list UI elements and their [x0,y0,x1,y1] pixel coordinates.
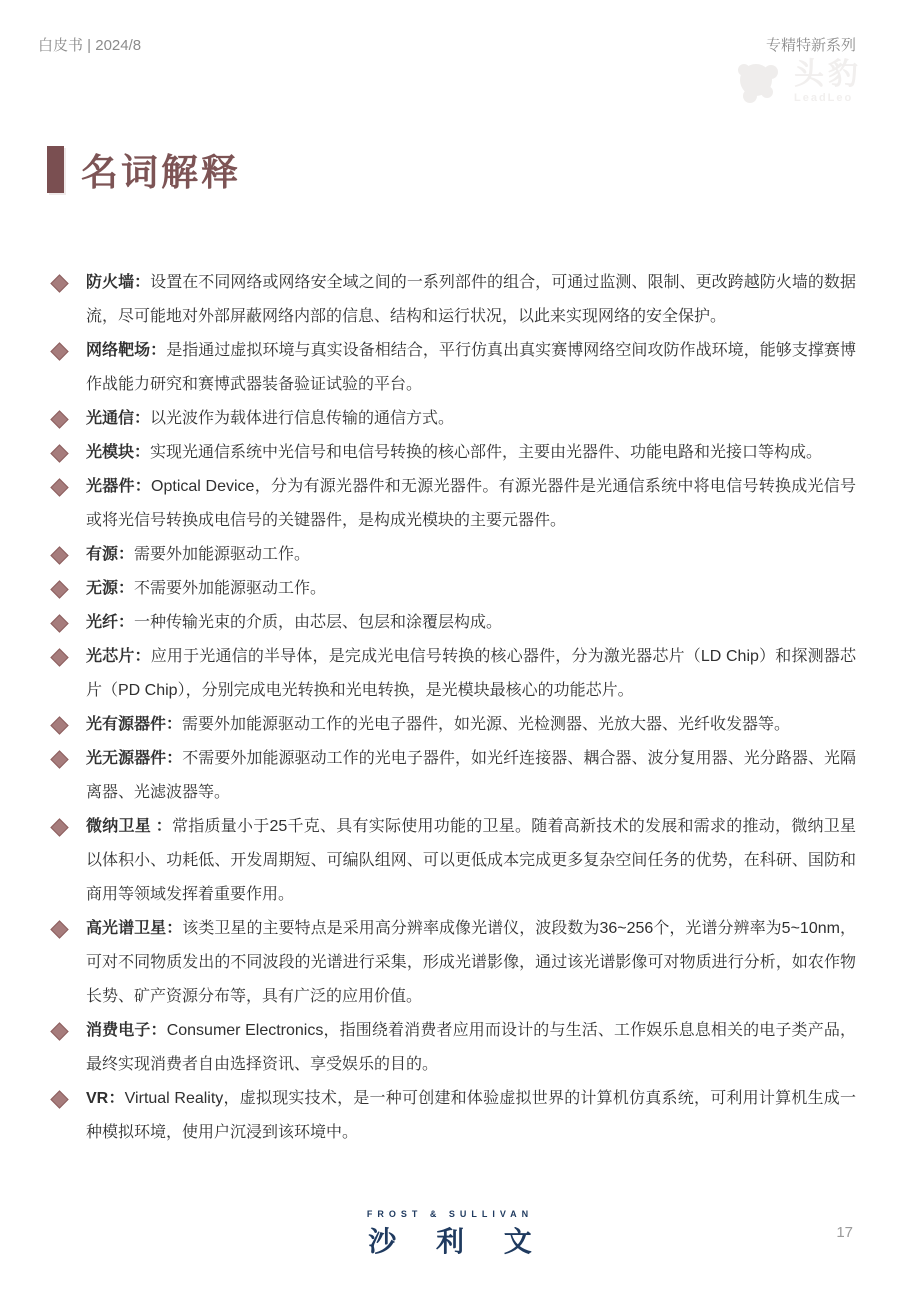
diamond-bullet-icon [50,1090,68,1108]
diamond-bullet-icon [50,342,68,360]
glossary-term: 光无源器件： [86,750,183,767]
glossary-definition: Virtual Reality，虚拟现实技术，是一种可创建和体验虚拟世界的计算机仿真系统，可利用计算机生成一种模拟环境，使用户沉浸到该环境中。 [86,1090,856,1141]
glossary-term: 消费电子： [86,1022,167,1039]
glossary-term: 光纤： [86,614,135,631]
diamond-bullet-icon [50,648,68,666]
watermark-subtitle: LeadLeo [794,92,854,104]
diamond-bullet-icon [50,580,68,598]
frost-sullivan-logo [0,1209,900,1260]
glossary-definition: 以光波作为载体进行信息传输的通信方式。 [150,410,455,427]
glossary-item-cyber-range [86,334,856,402]
page-header [38,34,856,55]
glossary-item-optical-device [86,470,856,538]
glossary-term: 无源： [86,580,135,597]
glossary-definition: 实现光通信系统中光信号和电信号转换的核心部件，主要由光器件、功能电路和光接口等构成。 [150,444,823,461]
glossary-item-optical-chip [86,640,856,708]
leopard-logo-icon [734,56,786,108]
glossary-term: 光模块： [86,444,151,461]
diamond-bullet-icon [50,444,68,462]
diamond-bullet-icon [50,1022,68,1040]
glossary-item-active-optical-components [86,708,856,742]
glossary-item-active [86,538,856,572]
title-accent-bar [47,146,64,193]
watermark-title: 头豹 [794,58,862,91]
glossary-definition: 是指通过虚拟环境与真实设备相结合，平行仿真出真实赛博网络空间攻防作战环境，能够支撑赛博作战能力研究和赛博武器装备验证试验的平台。 [86,342,856,393]
glossary-term: 防火墙： [86,274,151,291]
diamond-bullet-icon [50,818,68,836]
glossary-item-hyperspectral-satellite [86,912,856,1014]
glossary-term: VR： [86,1090,125,1107]
page-title: 名词解释 [81,152,241,193]
glossary-term: 光通信： [86,410,151,427]
glossary-item-optical-communication [86,402,856,436]
diamond-bullet-icon [50,478,68,496]
frost-sullivan-wordmark: FROST & SULLIVAN [366,1209,534,1219]
glossary-definition: 一种传输光束的介质，由芯层、包层和涂覆层构成。 [134,614,503,631]
glossary-definition: Consumer Electronics，指围绕着消费者应用而设计的与生活、工作娱乐息息相关的电子类产品，最终实现消费者自由选择资讯、享受娱乐的目的。 [86,1022,856,1073]
glossary-item-optical-fiber [86,606,856,640]
glossary-item-micro-nano-satellite [86,810,856,912]
diamond-bullet-icon [50,546,68,564]
glossary-item-passive-optical-components [86,742,856,810]
glossary-definition: 设置在不同网络或网络安全域之间的一系列部件的组合，可通过监测、限制、更改跨越防火墙的数据流，尽可能地对外部屏蔽网络内部的信息、结构和运行状况，以此来实现网络的安全保护。 [86,274,856,325]
diamond-bullet-icon [50,716,68,734]
page-number: 17 [836,1224,853,1241]
watermark-leadleo [734,56,862,108]
diamond-bullet-icon [50,410,68,428]
glossary-item-passive [86,572,856,606]
header-right-label: 专精特新系列 [765,37,856,54]
glossary-list [86,266,856,1150]
glossary-item-firewall [86,266,856,334]
diamond-bullet-icon [50,920,68,938]
glossary-term: 微纳卫星 ： [86,818,172,835]
glossary-definition: 需要外加能源驱动工作的光电子器件，如光源、光检测器、光放大器、光纤收发器等。 [182,716,791,733]
glossary-term: 网络靶场： [86,342,167,359]
glossary-term: 光芯片： [86,648,151,665]
glossary-item-vr [86,1082,856,1150]
diamond-bullet-icon [50,274,68,292]
glossary-definition: 该类卫星的主要特点是采用高分辨率成像光谱仪，波段数为36~256个，光谱分辨率为5~10nm，可对不同物质发出的不同波段的光谱进行采集，形成光谱影像，通过该光谱影像可对物质进行分析，如农作物长势、矿产资源分布等，具有广泛的应用价值。 [86,920,856,1005]
glossary-term: 光有源器件： [86,716,183,733]
glossary-term: 光器件： [86,478,152,495]
glossary-definition: 应用于光通信的半导体，是完成光电信号转换的核心器件，分为激光器芯片（LD Chip）和探测器芯片（PD Chip），分别完成电光转换和光电转换，是光模块最核心的功能芯片。 [86,648,856,699]
watermark-text [794,60,862,104]
section-title-row [47,142,241,196]
glossary-definition: Optical Device，分为有源光器件和无源光器件。有源光器件是光通信系统中将电信号转换成光信号或将光信号转换成电信号的关键器件，是构成光模块的主要元器件。 [86,478,856,529]
glossary-definition: 需要外加能源驱动工作。 [134,546,311,563]
glossary-term: 有源： [86,546,135,563]
glossary-item-consumer-electronics [86,1014,856,1082]
diamond-bullet-icon [50,750,68,768]
glossary-term: 高光谱卫星： [86,920,183,937]
glossary-definition: 常指质量小于25千克、具有实际使用功能的卫星。随着高新技术的发展和需求的推动，微纳卫星以体积小、功耗低、开发周期短、可编队组网、可以更低成本完成更多复杂空间任务的优势，在科研、国防和商用等领域发挥着重要作用。 [86,818,856,903]
glossary-definition: 不需要外加能源驱动工作的光电子器件，如光纤连接器、耦合器、波分复用器、光分路器、光隔离器、光滤波器等。 [86,750,856,801]
glossary-item-optical-module [86,436,856,470]
glossary-definition: 不需要外加能源驱动工作。 [134,580,327,597]
diamond-bullet-icon [50,614,68,632]
header-left-label: 白皮书 | 2024/8 [38,37,142,54]
shaliwen-wordmark: 沙 利 文 [368,1226,548,1257]
